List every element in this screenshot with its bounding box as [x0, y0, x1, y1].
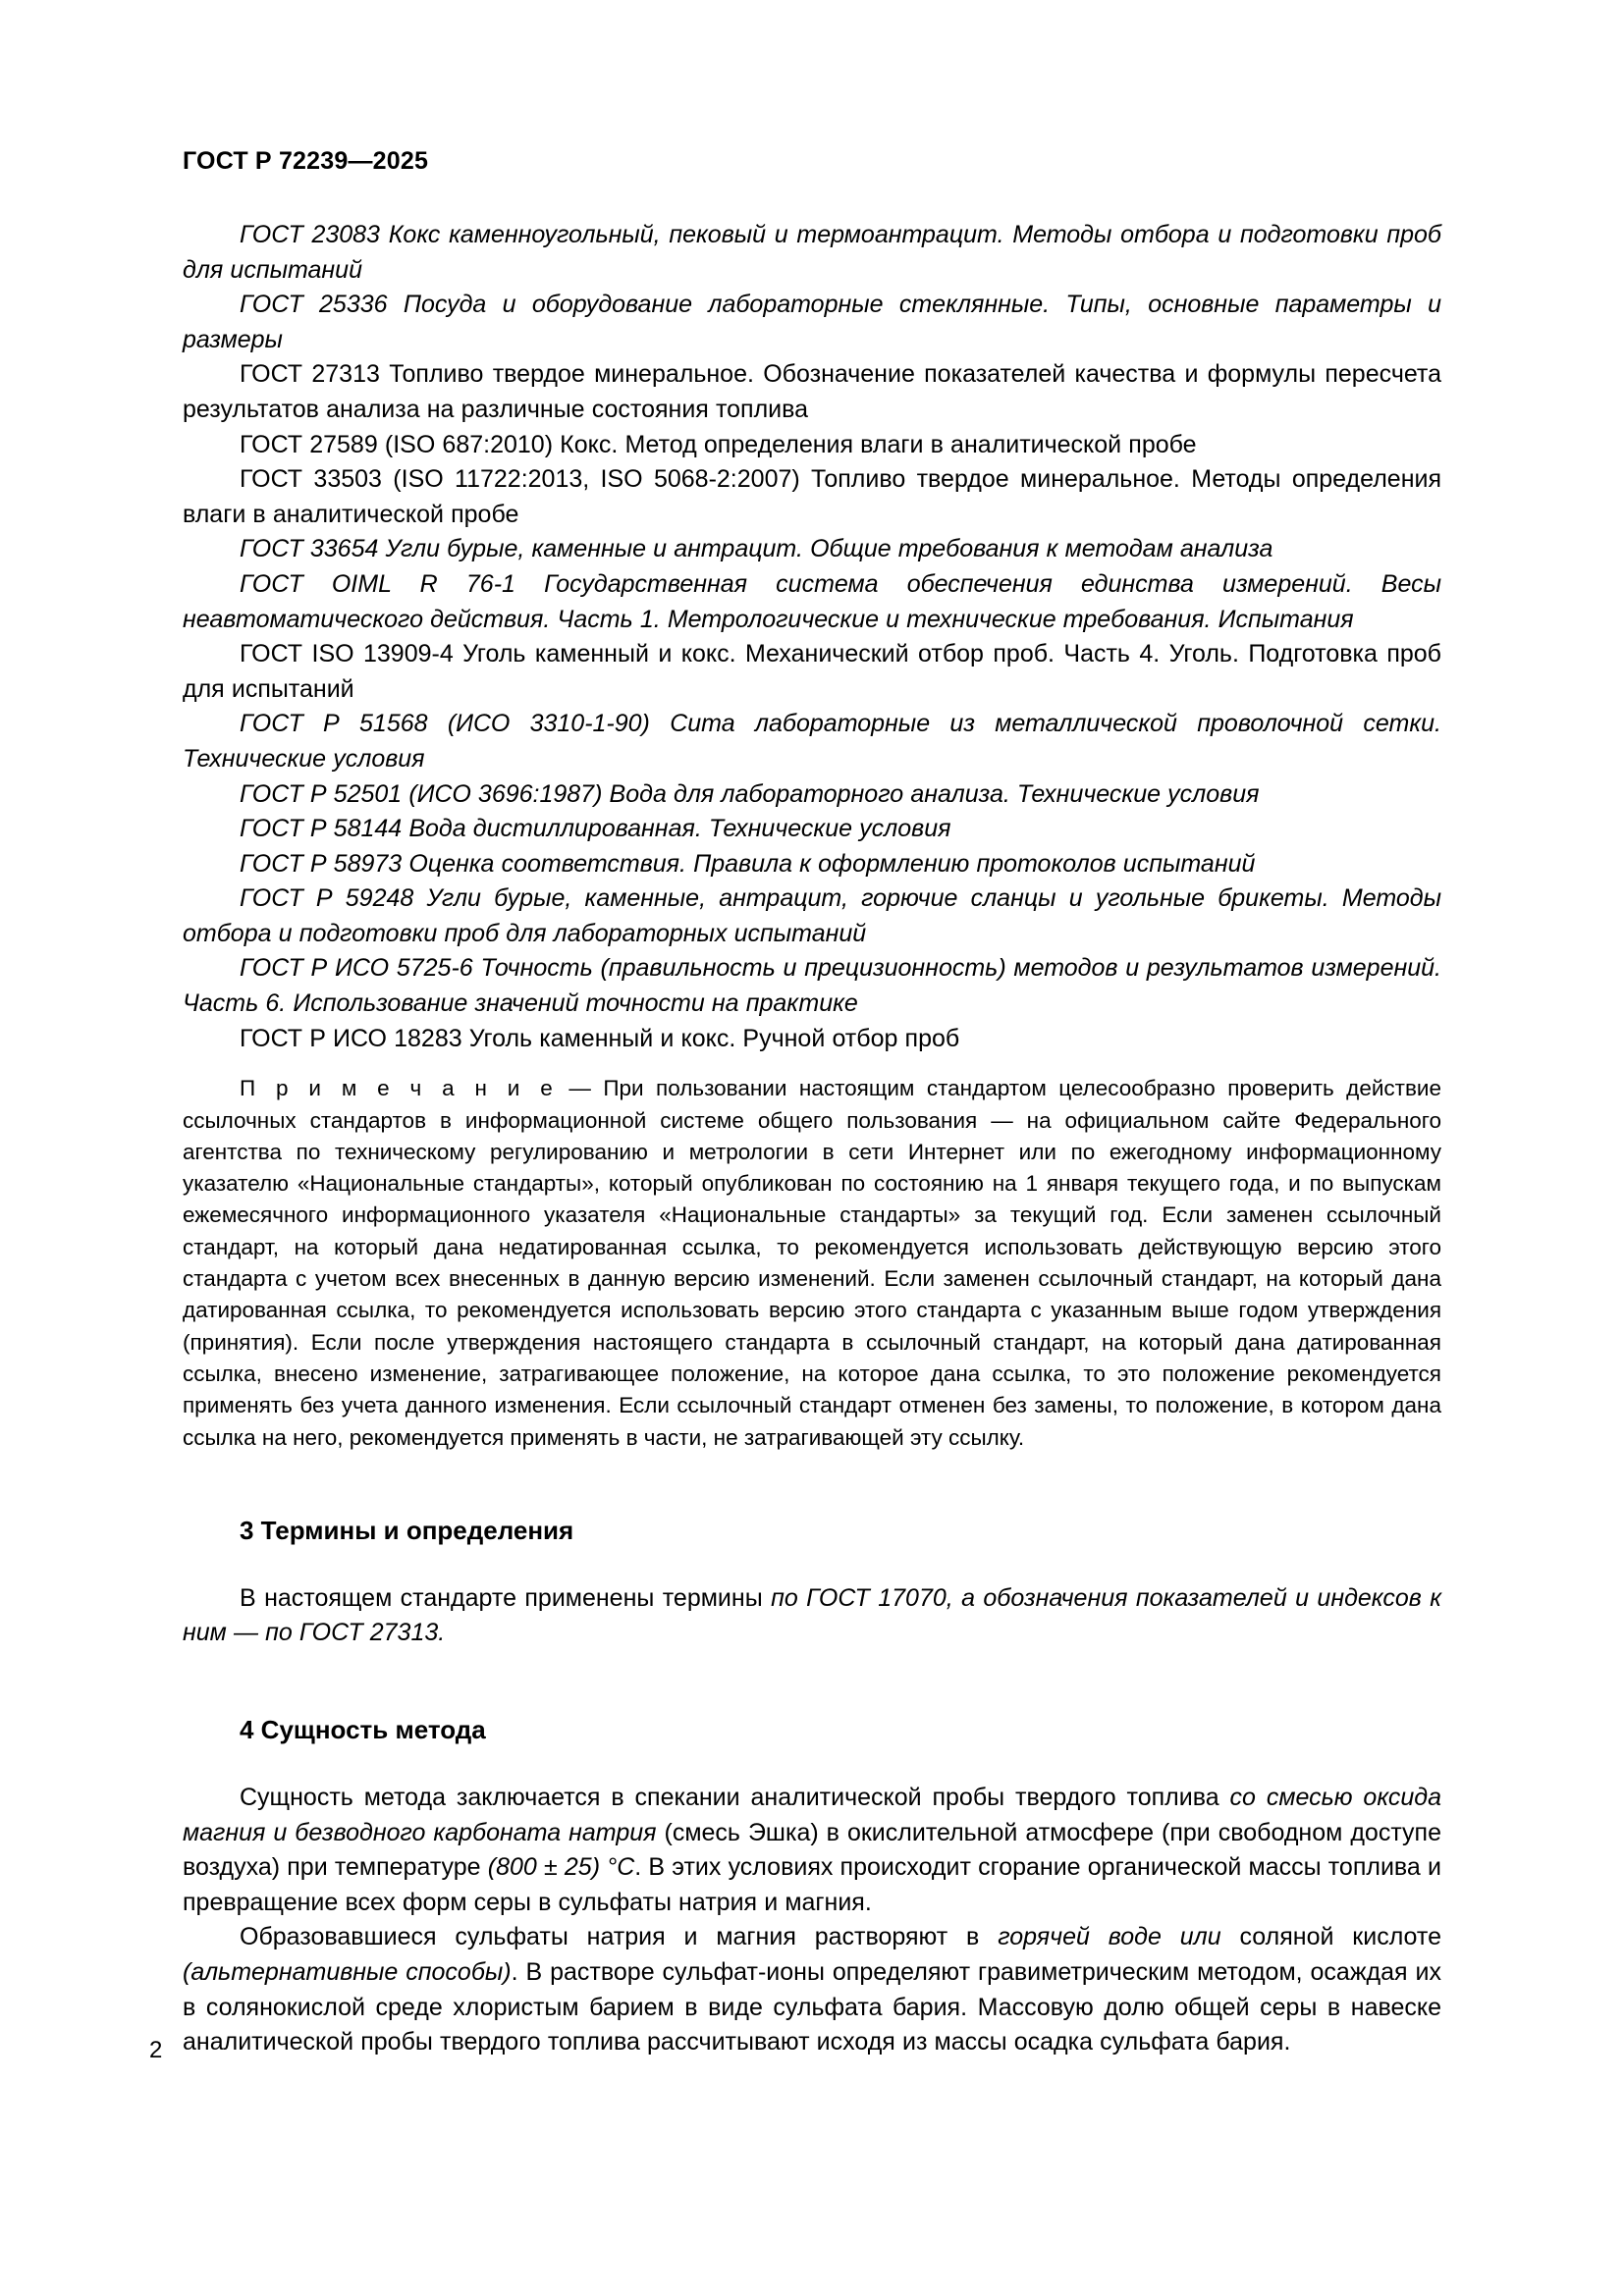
page-body	[183, 218, 1441, 2060]
note-paragraph	[183, 1073, 1441, 1454]
reference-item: ГОСТ Р 52501 (ИСО 3696:1987) Вода для лабораторного анализа. Технические условия	[240, 779, 1260, 808]
reference-item: ГОСТ Р 58144 Вода дистиллированная. Технические условия	[240, 815, 951, 843]
reference-item: ГОСТ Р 58973 Оценка соответствия. Правила к оформлению протоколов испытаний	[240, 849, 1256, 878]
spacer	[183, 1546, 1441, 1581]
section4-paragraph-2	[183, 1920, 1441, 2059]
note-label: П р и м е ч а н и е	[240, 1076, 557, 1101]
s4p1-part-c: . В этих условиях происходит сгорание органической массы топлива и превращение всех форм серы в сульфаты натрия и магния.	[183, 1853, 1441, 1916]
s4p1-italic-2: (800 ± 25) °С	[487, 1853, 635, 1882]
normative-references-list	[183, 218, 1441, 1056]
section3-text-italic: по ГОСТ 17070, а обозначения показателей и индексов к ним — по ГОСТ 27313.	[183, 1583, 1441, 1647]
section-heading-4: 4 Сущность метода	[240, 1715, 486, 1744]
spacer	[183, 1651, 1441, 1714]
reference-item: ГОСТ 27313 Топливо твердое минеральное. Обозначение показателей качества и формулы пересчета результатов анализа на различные состояния топлива	[183, 360, 1441, 423]
reference-item: ГОСТ 33503 (ISO 11722:2013, ISO 5068-2:2007) Топливо твердое минеральное. Методы определения влаги в аналитической пробе	[183, 465, 1441, 528]
s4p1-italic-1: со смесью оксида магния и безводного карбоната натрия	[183, 1784, 1441, 1846]
section4-paragraph-1	[183, 1781, 1441, 1920]
s4p2-part-c: . В растворе сульфат-ионы определяют гравиметрическим методом, осаждая их в солянокислой среде хлористым барием в виде сульфата бария. Массовую долю общей серы в навеске аналитической пробы твердого топлива рассчитывают исходя из массы осадка сульфата бария.	[183, 1957, 1441, 2056]
reference-item: ГОСТ Р 59248 Угли бурые, каменные, антрацит, горючие сланцы и угольные брикеты. Методы отбора и подготовки проб для лабораторных испытаний	[183, 884, 1441, 947]
note-text: При пользовании настоящим стандартом целесообразно проверить действие ссылочных стандартов в информационной системе общего пользования — на официальном сайте Федерального агентства по техническому регулированию и метрологии в сети Интернет или по ежегодному информационному указателю «Национальные стандарты», который опубликован по состоянию на 1 января текущего года, и по выпускам ежемесячного информационного указателя «Национальные стандарты» за текущий год. Если заменен ссылочный стандарт, на который дана недатированная ссылка, то рекомендуется использовать действующую версию этого стандарта с учетом всех внесенных в данную версию изменений. Если заменен ссылочный стандарт, на который дана датированная ссылка, то рекомендуется использовать версию этого стандарта с указанным выше годом утверждения (принятия). Если после утверждения настоящего стандарта в ссылочный стандарт, на который дана датированная ссылка, внесено изменение, затрагивающее положение, на которое дана ссылка, то это положение рекомендуется применять без учета данного изменения. Если ссылочный стандарт отменен без замены, то положение, в котором дана ссылка на него, рекомендуется применять в части, не затрагивающей эту ссылку.	[183, 1076, 1441, 1450]
running-header: ГОСТ Р 72239—2025	[183, 147, 429, 175]
reference-item: ГОСТ OIML R 76-1 Государственная система обеспечения единства измерений. Весы неавтоматического действия. Часть 1. Метрологические и технические требования. Испытания	[183, 569, 1441, 633]
s4p2-italic-1: горячей воде или	[998, 1923, 1221, 1951]
reference-item: ГОСТ Р ИСО 5725-6 Точность (правильность и прецизионность) методов и результатов измерений. Часть 6. Использование значений точности на практике	[183, 954, 1441, 1018]
reference-item: ГОСТ 27589 (ISO 687:2010) Кокс. Метод определения влаги в аналитической пробе	[240, 430, 1197, 458]
s4p1-part-b: (смесь Эшка) в окислительной атмосфере (при свободном доступе воздуха) при температуре	[183, 1818, 1441, 1882]
page-number: 2	[149, 2037, 163, 2063]
section3-text-lead: В настоящем стандарте применены термины	[240, 1583, 772, 1612]
note-dash: —	[556, 1076, 604, 1101]
s4p2-italic-2: (альтернативные способы)	[183, 1957, 512, 1986]
section-heading-3: 3 Термины и определения	[240, 1515, 574, 1545]
section3-paragraph	[183, 1581, 1441, 1651]
reference-item: ГОСТ 33654 Угли бурые, каменные и антрацит. Общие требования к методам анализа	[240, 535, 1273, 563]
reference-item: ГОСТ ISO 13909-4 Уголь каменный и кокс. Механический отбор проб. Часть 4. Уголь. Подготовка проб для испытаний	[183, 640, 1441, 703]
reference-item: ГОСТ 25336 Посуда и оборудование лабораторные стеклянные. Типы, основные параметры и размеры	[183, 291, 1441, 353]
s4p1-part-a: Сущность метода заключается в спекании аналитической пробы твердого топлива	[240, 1784, 1230, 1811]
spacer	[183, 1745, 1441, 1781]
reference-item: ГОСТ Р 51568 (ИСО 3310-1-90) Сита лабораторные из металлической проволочной сетки. Технические условия	[183, 710, 1441, 773]
spacer	[183, 1454, 1441, 1515]
reference-item: ГОСТ 23083 Кокс каменноугольный, пековый и термоантрацит. Методы отбора и подготовки проб для испытаний	[183, 221, 1441, 284]
s4p2-part-b: соляной кислоте	[1220, 1923, 1441, 1951]
s4p2-part-a: Образовавшиеся сульфаты натрия и магния растворяют в	[240, 1923, 999, 1951]
reference-item: ГОСТ Р ИСО 18283 Уголь каменный и кокс. Ручной отбор проб	[240, 1024, 960, 1052]
